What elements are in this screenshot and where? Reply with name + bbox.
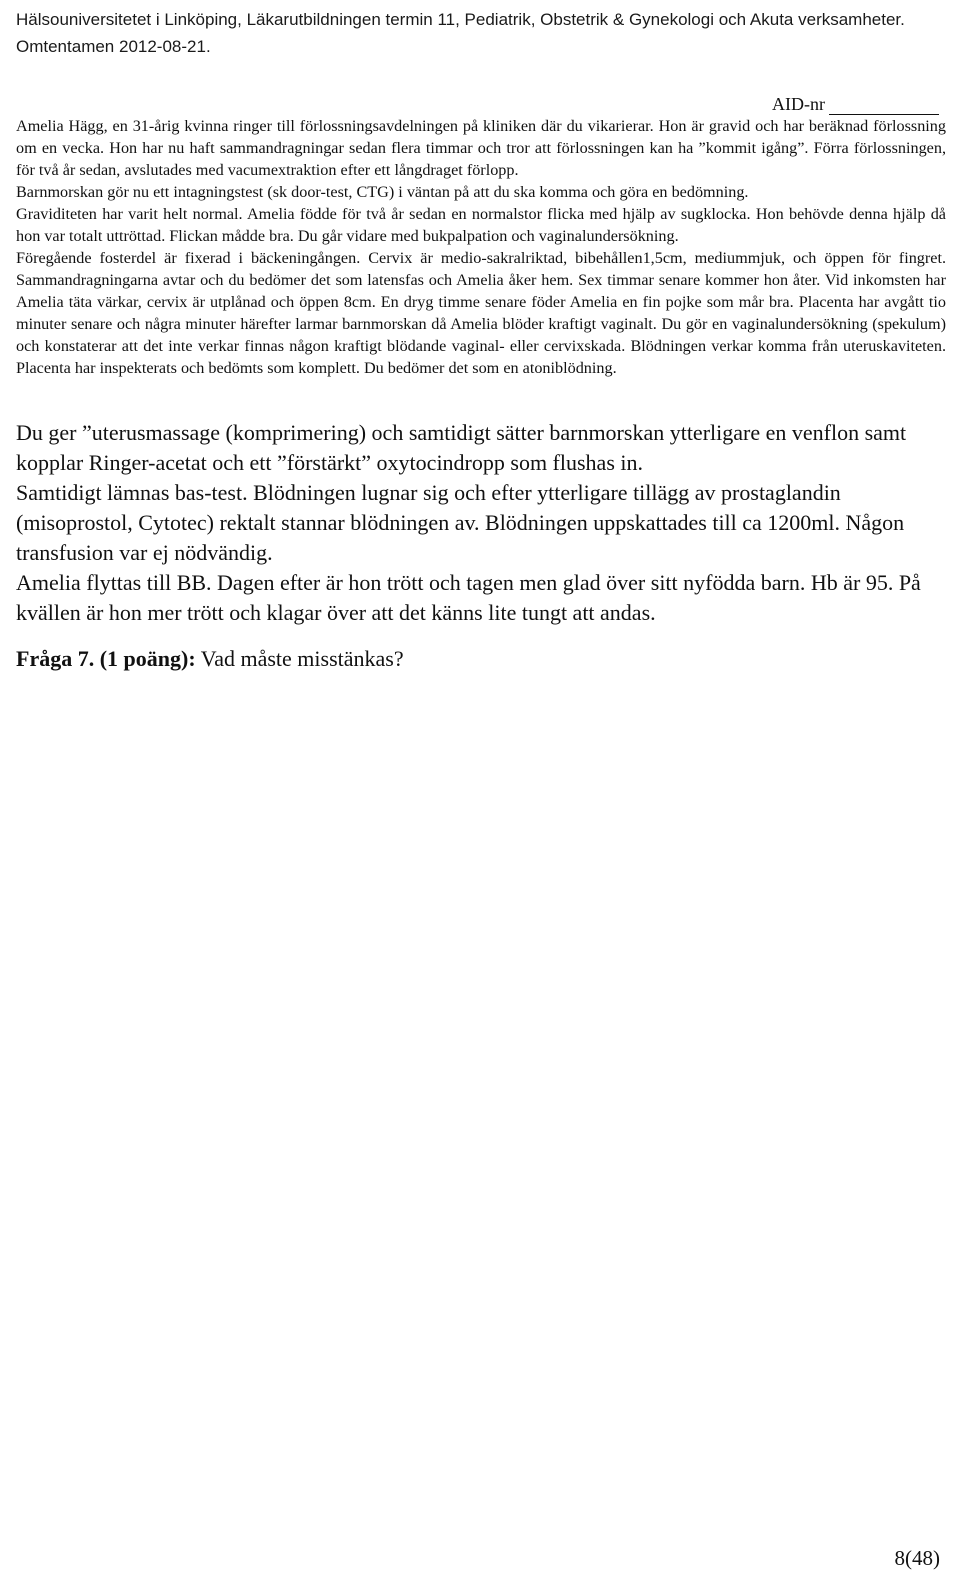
case-paragraph: Du ger ”uterusmassage (komprimering) och samtidigt sätter barnmorskan ytterligare en venflon samt kopplar Ringer-acetat och ett ”förstärkt” oxytocindropp som flushas in. [16,420,907,475]
header-institution-line: Hälsouniversitetet i Linköping, Läkarutbildningen termin 11, Pediatrik, Obstetrik & Gynekologi och Akuta verksamheter. [16,10,905,29]
aid-label: AID-nr [772,94,825,114]
page-number: 8(48) [894,1546,940,1570]
case-paragraph: Barnmorskan gör nu ett intagningstest (sk door-test, CTG) i väntan på att du ska komma och göra en bedömning. [16,183,749,201]
case-paragraph: Föregående fosterdel är fixerad i bäckeningången. Cervix är medio-sakralriktad, bibehållen1,5cm, mediummjuk, och öppen för fingret. Sammandragningarna avtar och du bedömer det som latensfas och Amelia åker hem. Sex timmar senare kommer hon åter. Vid inkomsten har Amelia täta värkar, cervix är utplånad och öppen 8cm. En dryg timme senare föder Amelia en fin pojke som mår bra. Placenta har avgått tio minuter senare och några minuter härefter larmar barnmorskan då Amelia blöder kraftigt vaginalt. Du gör en vaginalundersökning (spekulum) och konstaterar att det inte verkar finnas någon kraftigt blödande vaginal- eller cervixskada. Blödningen verkar komma från uteruskaviteten. Placenta har inspekterats och bedömts som komplett. Du bedömer det som en atoniblödning. [16,249,946,377]
header-exam-date-line: Omtentamen 2012-08-21. [16,37,211,56]
document-header [16,6,946,60]
case-paragraph: Amelia flyttas till BB. Dagen efter är hon trött och tagen men glad över sitt nyfödda barn. Hb är 95. På kvällen är hon mer trött och klagar över att det känns lite tungt att andas. [16,570,921,625]
question-text: Vad måste misstänkas? [200,646,404,671]
case-description-small [16,115,946,379]
aid-blank-line [829,98,939,115]
case-paragraph: Samtidigt lämnas bas-test. Blödningen lugnar sig och efter ytterligare tillägg av prostaglandin (misoprostol, Cytotec) rektalt stannar blödningen av. Blödningen uppskattades till ca 1200ml. Någon transfusion var ej nödvändig. [16,480,905,565]
question-7 [16,644,404,674]
case-paragraph: Amelia Hägg, en 31-årig kvinna ringer till förlossningsavdelningen på kliniken där du vikarierar. Hon är gravid och har beräknad förlossning om en vecka. Hon har nu haft sammandragningar sedan flera timmar och tror att förlossningen kan ha ”kommit igång”. Förra förlossningen, för två år sedan, avslutades med vacumextraktion efter ett långdraget förlopp. [16,117,946,179]
question-label: Fråga 7. (1 poäng): [16,646,196,671]
aid-number-field [772,94,939,115]
case-description-large [16,418,946,628]
case-paragraph: Graviditeten har varit helt normal. Amelia födde för två år sedan en normalstor flicka med hjälp av sugklocka. Hon behövde denna hjälp då hon var totalt uttröttad. Flickan mådde bra. Du går vidare med bukpalpation och vaginalundersökning. [16,205,946,245]
